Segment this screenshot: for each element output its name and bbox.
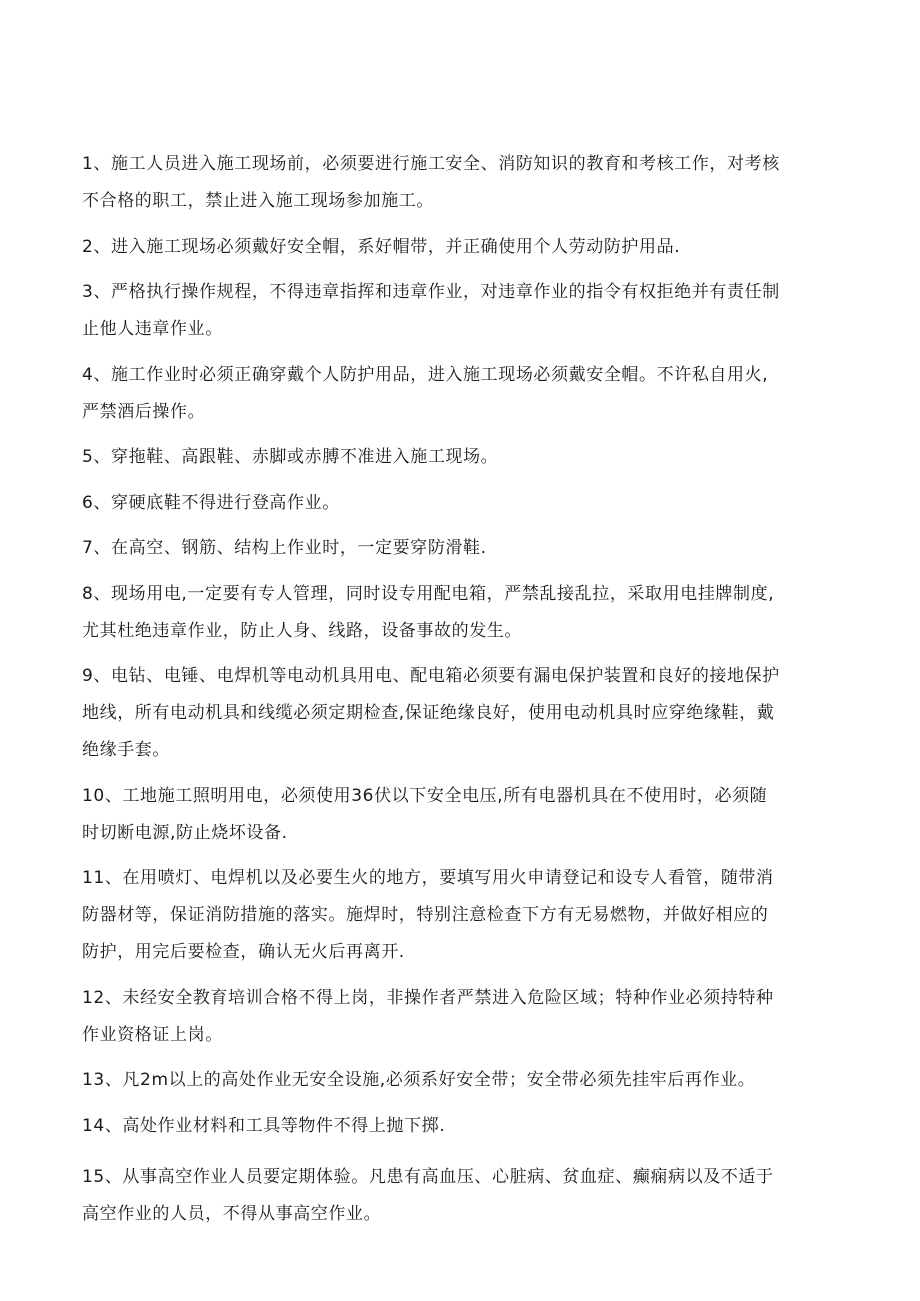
rule-text-line: 高空作业的人员，不得从事高空作业。 (82, 1203, 382, 1224)
rule-text-line: 尤其杜绝违章作业，防止人身、线路，设备事故的发生。 (82, 620, 522, 641)
rule-text-line: 地线，所有电动机具和线缆必须定期检查,保证绝缘良好，使用电动机具时应穿绝缘鞋，戴 (82, 703, 775, 723)
rule-item (82, 980, 830, 1054)
rule-item (82, 778, 830, 852)
rule-item (82, 1108, 830, 1145)
rule-item (82, 1062, 830, 1099)
rule-text-line: 2、进入施工现场必须戴好安全帽，系好帽带，并正确使用个人劳动防护用品. (82, 236, 681, 257)
rule-text-line: 绝缘手套。 (82, 740, 170, 760)
rule-text-line: 严禁酒后操作。 (82, 401, 206, 422)
rule-text-line: 8、现场用电,一定要有专人管理，同时设专用配电箱，严禁乱接乱拉，采取用电挂牌制度, (82, 583, 775, 604)
rule-text-line: 7、在高空、钢筋、结构上作业时，一定要穿防滑鞋. (82, 538, 487, 558)
rule-text-line: 11、在用喷灯、电焊机以及必要生火的地方，要填写用火申请登记和设专人看管，随带消 (82, 868, 774, 888)
rule-text-line: 10、工地施工照明用电，必须使用36伏以下安全电压,所有电器机具在不使用时，必须随 (82, 785, 768, 806)
rule-item (82, 658, 830, 769)
rule-item (82, 485, 830, 522)
safety-rules-list (82, 146, 830, 1241)
rule-item (82, 860, 830, 971)
rule-text-line: 5、穿拖鞋、高跟鞋、赤脚或赤膊不准进入施工现场。 (82, 447, 499, 467)
rule-item (82, 146, 830, 220)
rule-text-line: 15、从事高空作业人员要定期体验。凡患有高血压、心脏病、贫血症、癫痫病以及不适于 (82, 1166, 774, 1187)
rule-text-line: 3、严格执行操作规程，不得违章指挥和违章作业，对违章作业的指令有权拒绝并有责任制 (82, 282, 780, 302)
rule-item (82, 357, 830, 431)
rule-text-line: 不合格的职工，禁止进入施工现场参加施工。 (82, 191, 434, 211)
rule-text-line: 止他人违章作业。 (82, 319, 223, 339)
rule-text-line: 13、凡2m以上的高处作业无安全设施,必须系好安全带；安全带必须先挂牢后再作业。 (82, 1070, 756, 1090)
rule-text-line: 防器材等，保证消防措施的落实。施焊时，特别注意检查下方有无易燃物，并做好相应的 (82, 905, 769, 925)
rule-text-line: 4、施工作业时必须正确穿戴个人防护用品，进入施工现场必须戴安全帽。不许私自用火, (82, 364, 769, 385)
rule-item (82, 576, 830, 650)
rule-text-line: 12、未经安全教育培训合格不得上岗，非操作者严禁进入危险区域；特种作业必须持特种 (82, 987, 774, 1008)
rule-item (82, 439, 830, 476)
rule-item (82, 1159, 830, 1233)
rule-text-line: 9、电钻、电锤、电焊机等电动机具用电、配电箱必须要有漏电保护装置和良好的接地保护 (82, 666, 780, 686)
rule-item (82, 530, 830, 567)
rule-text-line: 6、穿硬底鞋不得进行登高作业。 (82, 492, 340, 513)
rule-text-line: 防护，用完后要检查，确认无火后再离开. (82, 942, 405, 962)
rule-text-line: 14、高处作业材料和工具等物件不得上抛下掷. (82, 1115, 446, 1136)
rule-text-line: 作业资格证上岗。 (82, 1024, 223, 1045)
rule-item (82, 229, 830, 266)
rule-text-line: 时切断电源,防止烧坏设备. (82, 822, 288, 843)
rule-text-line: 1、施工人员进入施工现场前，必须要进行施工安全、消防知识的教育和考核工作，对考核 (82, 154, 780, 174)
rule-item (82, 274, 830, 348)
